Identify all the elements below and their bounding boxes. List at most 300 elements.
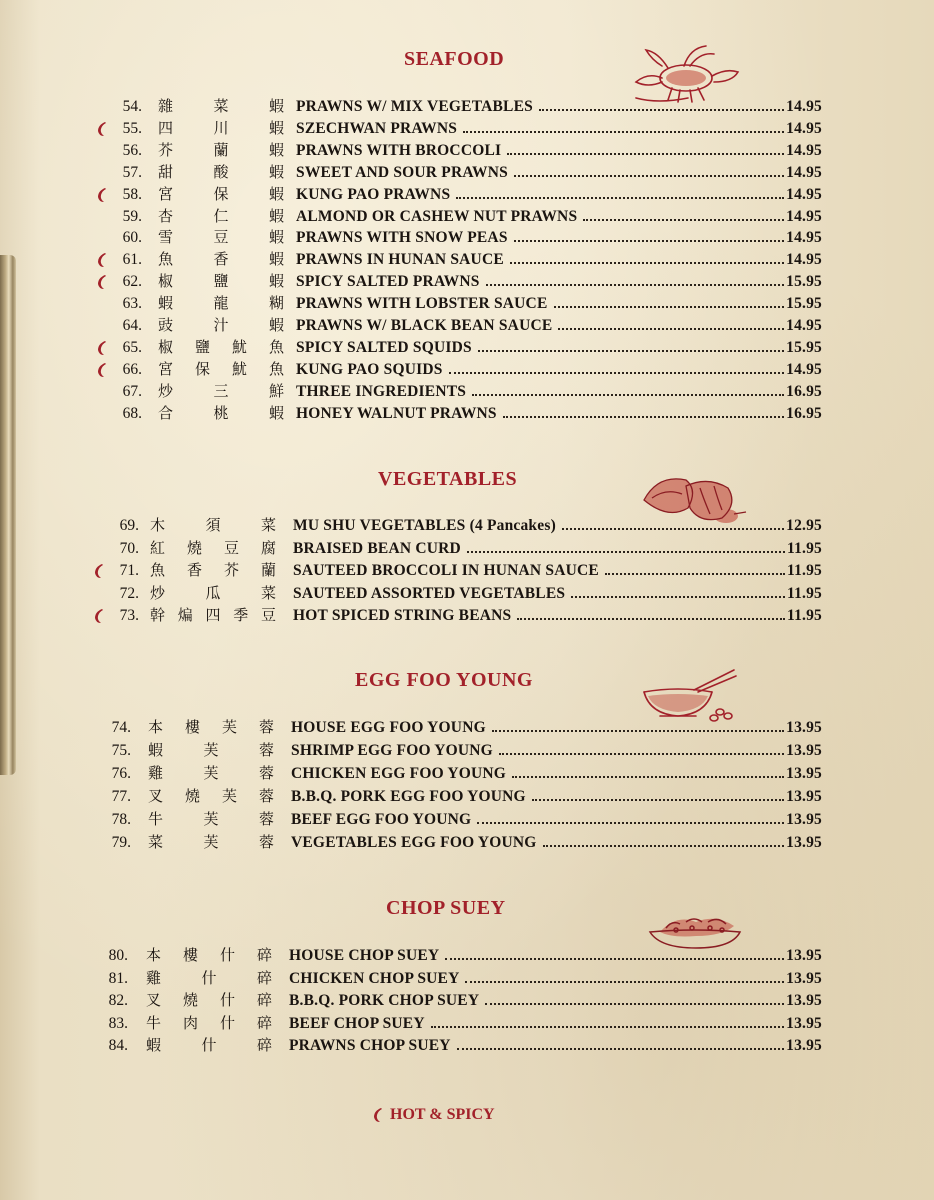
item-name: SPICY SALTED PRAWNS	[296, 273, 480, 291]
item-price: 14.95	[786, 98, 822, 115]
chinese-character: 宮	[158, 186, 174, 203]
chinese-character: 本	[146, 948, 162, 964]
item-price: 14.95	[786, 163, 822, 181]
chinese-character: 蝦	[148, 742, 164, 759]
item-chinese-name	[158, 184, 284, 206]
item-number: 82.	[108, 992, 128, 1010]
chinese-character: 魚	[158, 252, 174, 269]
item-chinese-name	[158, 381, 284, 403]
dot-leader	[467, 550, 785, 553]
item-chinese-name	[150, 605, 276, 627]
chinese-character: 樓	[182, 948, 198, 964]
item-line	[296, 315, 822, 337]
item-line	[296, 337, 822, 359]
item-line	[296, 140, 822, 162]
item-name: BEEF EGG FOO YOUNG	[291, 810, 472, 828]
chinese-character: 蓉	[258, 742, 274, 759]
chinese-character: 燒	[186, 540, 202, 557]
item-line	[296, 227, 822, 249]
chinese-character: 鹽	[194, 339, 210, 356]
item-number: 68.	[122, 404, 142, 422]
item-price: 14.95	[786, 185, 822, 203]
menu-item	[0, 515, 934, 537]
chinese-character: 魚	[268, 361, 284, 378]
menu-item	[0, 1035, 934, 1057]
item-line	[296, 118, 822, 140]
chinese-character: 幹	[150, 608, 166, 624]
item-name: SAUTEED BROCCOLI IN HUNAN SAUCE	[293, 562, 599, 579]
dot-leader	[457, 1047, 784, 1050]
chinese-character: 糊	[268, 296, 284, 313]
dot-leader	[465, 980, 784, 983]
menu-item	[0, 96, 934, 118]
chinese-character: 芙	[221, 788, 237, 805]
chinese-character: 香	[186, 563, 202, 579]
section-title: SEAFOOD	[404, 48, 505, 70]
item-chinese-name	[148, 763, 274, 785]
menu-item	[0, 945, 934, 967]
item-number: 58.	[122, 185, 142, 203]
dot-leader	[499, 752, 784, 755]
chinese-character: 蓉	[258, 765, 274, 782]
chinese-character: 碎	[256, 1015, 272, 1032]
item-price: 14.95	[786, 317, 822, 334]
chinese-character: 宮	[158, 361, 174, 378]
item-price: 16.95	[786, 382, 822, 400]
item-number: 61.	[122, 251, 142, 269]
chinese-character: 蝦	[268, 405, 284, 422]
item-chinese-name	[158, 140, 284, 162]
section-title: CHOP SUEY	[386, 897, 506, 919]
chinese-character: 瓜	[205, 585, 221, 602]
chinese-character: 合	[158, 405, 174, 422]
chinese-character: 蓉	[258, 788, 274, 805]
chinese-character: 魚	[268, 339, 284, 356]
menu-item	[0, 293, 934, 315]
chinese-character: 雞	[146, 970, 162, 987]
item-number: 78.	[111, 810, 131, 828]
item-price: 14.95	[786, 360, 822, 378]
chinese-character: 魚	[150, 563, 166, 579]
item-line	[296, 403, 822, 425]
chinese-character: 菜	[260, 518, 276, 534]
item-price: 14.95	[786, 119, 822, 137]
item-line	[296, 381, 822, 403]
item-name: PRAWNS WITH BROCCOLI	[296, 141, 502, 159]
item-name: HOUSE EGG FOO YOUNG	[291, 719, 486, 736]
item-line	[291, 717, 822, 739]
item-line	[296, 162, 822, 184]
menu-item	[0, 717, 934, 739]
menu-item	[0, 206, 934, 228]
chinese-character: 仁	[213, 208, 229, 225]
chinese-character: 本	[148, 720, 164, 736]
chinese-character: 菜	[213, 99, 229, 115]
item-name: PRAWNS WITH SNOW PEAS	[296, 229, 508, 247]
section-title: VEGETABLES	[378, 468, 518, 490]
dot-leader	[554, 305, 785, 308]
item-line	[293, 538, 822, 560]
legend-label: HOT & SPICY	[390, 1106, 495, 1123]
item-line	[289, 968, 822, 990]
chinese-character: 芙	[221, 720, 237, 736]
item-name: PRAWNS CHOP SUEY	[289, 1037, 451, 1055]
item-price: 13.95	[786, 992, 822, 1010]
dot-leader	[517, 617, 785, 620]
item-chinese-name	[150, 515, 276, 537]
dot-leader	[514, 239, 784, 242]
menu-item	[0, 763, 934, 785]
menu-item	[0, 809, 934, 831]
item-line	[291, 740, 822, 762]
item-price: 12.95	[786, 517, 822, 534]
chinese-character: 蘭	[213, 142, 229, 159]
menu-item	[0, 605, 934, 627]
chinese-character: 碎	[256, 948, 272, 964]
menu-item	[0, 162, 934, 184]
item-price: 14.95	[786, 229, 822, 247]
item-chinese-name	[158, 162, 284, 184]
item-number: 67.	[122, 382, 142, 400]
chinese-character: 木	[150, 518, 166, 534]
item-price: 11.95	[786, 539, 822, 557]
item-name: SZECHWAN PRAWNS	[296, 119, 458, 137]
item-name: BEEF CHOP SUEY	[289, 1014, 425, 1032]
chinese-character: 肉	[182, 1015, 198, 1032]
dot-leader	[486, 283, 785, 286]
item-price: 13.95	[786, 787, 822, 805]
dot-leader	[472, 393, 784, 396]
item-price: 15.95	[786, 295, 822, 313]
item-name: THREE INGREDIENTS	[296, 382, 467, 400]
dot-leader	[510, 261, 784, 264]
item-number: 56.	[122, 141, 142, 159]
item-chinese-name	[158, 403, 284, 425]
menu-item	[0, 740, 934, 762]
chinese-character: 菜	[148, 834, 164, 851]
chinese-character: 牛	[146, 1015, 162, 1032]
chinese-character: 魷	[231, 339, 247, 356]
chinese-character: 酸	[213, 164, 229, 181]
chinese-character: 蝦	[268, 186, 284, 203]
item-number: 83.	[108, 1014, 128, 1032]
chinese-character: 蝦	[268, 318, 284, 334]
chinese-character: 蝦	[268, 164, 284, 181]
item-chinese-name	[148, 809, 274, 831]
item-chinese-name	[146, 968, 272, 990]
chinese-character: 椒	[158, 274, 174, 291]
item-name: CHICKEN EGG FOO YOUNG	[291, 764, 507, 782]
item-number: 62.	[122, 273, 142, 291]
dot-leader	[507, 152, 784, 155]
chinese-character: 豆	[260, 608, 276, 624]
item-name: SPICY SALTED SQUIDS	[296, 338, 472, 356]
item-chinese-name	[148, 832, 274, 854]
chinese-character: 芙	[203, 765, 219, 782]
item-line	[289, 1035, 822, 1057]
menu-item	[0, 990, 934, 1012]
item-line	[291, 832, 822, 854]
chinese-character: 杏	[158, 208, 174, 225]
item-price: 13.95	[786, 741, 822, 759]
item-price: 14.95	[786, 207, 822, 225]
item-number: 74.	[111, 719, 131, 736]
chinese-character: 桃	[213, 405, 229, 422]
dot-leader	[503, 415, 784, 418]
platter-illustration	[646, 912, 744, 952]
chinese-character: 龍	[213, 296, 229, 313]
menu-item	[0, 359, 934, 381]
item-chinese-name	[158, 249, 284, 271]
chinese-character: 什	[201, 970, 217, 987]
item-name: KUNG PAO PRAWNS	[296, 185, 451, 203]
chinese-character: 叉	[148, 788, 164, 805]
item-name: KUNG PAO SQUIDS	[296, 360, 443, 378]
dot-leader	[514, 174, 784, 177]
chinese-character: 蝦	[268, 208, 284, 225]
menu-item	[0, 271, 934, 293]
chinese-character: 什	[219, 948, 235, 964]
dot-leader	[478, 349, 784, 352]
chinese-character: 什	[201, 1038, 217, 1055]
chinese-character: 蝦	[268, 120, 284, 137]
item-name: HOUSE CHOP SUEY	[289, 947, 440, 964]
dot-leader	[492, 729, 784, 732]
chinese-character: 須	[205, 518, 221, 534]
item-number: 79.	[111, 833, 131, 851]
item-line	[289, 1013, 822, 1035]
item-line	[296, 206, 822, 228]
item-chinese-name	[150, 538, 276, 560]
chinese-character: 蓉	[258, 720, 274, 736]
dot-leader	[571, 595, 785, 598]
menu-item	[0, 315, 934, 337]
item-name: CHICKEN CHOP SUEY	[289, 969, 460, 987]
menu-item	[0, 538, 934, 560]
item-price: 16.95	[786, 404, 822, 422]
dot-leader	[539, 108, 784, 111]
item-name: B.B.Q. PORK CHOP SUEY	[289, 992, 480, 1010]
item-number: 76.	[111, 764, 131, 782]
item-price: 15.95	[786, 338, 822, 356]
chinese-character: 鹽	[213, 274, 229, 291]
item-chinese-name	[146, 945, 272, 967]
item-price: 13.95	[786, 719, 822, 736]
vegetables-illustration	[638, 470, 750, 530]
chinese-character: 蝦	[268, 252, 284, 269]
item-name: BRAISED BEAN CURD	[293, 539, 461, 557]
item-chinese-name	[158, 359, 284, 381]
chinese-character: 燒	[184, 788, 200, 805]
item-chinese-name	[150, 560, 276, 582]
item-name: SAUTEED ASSORTED VEGETABLES	[293, 584, 566, 602]
item-price: 13.95	[786, 810, 822, 828]
item-name: VEGETABLES EGG FOO YOUNG	[291, 833, 537, 851]
chinese-character: 什	[219, 993, 235, 1010]
item-line	[293, 605, 822, 627]
item-price: 11.95	[786, 607, 822, 624]
chinese-character: 碎	[256, 993, 272, 1010]
dot-leader	[543, 844, 785, 847]
item-price: 13.95	[786, 1014, 822, 1032]
chinese-character: 雞	[148, 765, 164, 782]
item-line	[296, 271, 822, 293]
item-name: ALMOND OR CASHEW NUT PRAWNS	[296, 207, 578, 225]
item-price: 14.95	[786, 141, 822, 159]
menu-item	[0, 583, 934, 605]
dot-leader	[431, 1025, 784, 1028]
menu-item	[0, 249, 934, 271]
chinese-character: 雜	[158, 99, 174, 115]
item-number: 59.	[122, 207, 142, 225]
item-number: 54.	[122, 98, 142, 115]
chinese-character: 豆	[223, 540, 239, 557]
chinese-character: 腐	[260, 540, 276, 557]
chinese-character: 菜	[260, 585, 276, 602]
item-line	[296, 249, 822, 271]
menu-item	[0, 1013, 934, 1035]
dot-leader	[532, 798, 784, 801]
item-number: 69.	[119, 517, 139, 534]
item-number: 65.	[122, 338, 142, 356]
menu-item	[0, 118, 934, 140]
menu-item	[0, 337, 934, 359]
item-chinese-name	[146, 1035, 272, 1057]
chinese-character: 芙	[203, 742, 219, 759]
item-chinese-name	[158, 271, 284, 293]
chinese-character: 蝦	[268, 99, 284, 115]
chinese-character: 豉	[158, 318, 174, 334]
item-price: 11.95	[786, 584, 822, 602]
item-chinese-name	[148, 740, 274, 762]
chinese-character: 魷	[231, 361, 247, 378]
item-number: 81.	[108, 969, 128, 987]
lobster-illustration	[628, 42, 744, 108]
chinese-character: 保	[213, 186, 229, 203]
chinese-character: 蓉	[258, 811, 274, 828]
item-chinese-name	[158, 96, 284, 118]
chinese-character: 紅	[150, 540, 166, 557]
item-number: 55.	[122, 119, 142, 137]
menu-item	[0, 381, 934, 403]
item-price: 13.95	[786, 1037, 822, 1055]
chinese-character: 炒	[158, 383, 174, 400]
chinese-character: 甜	[158, 164, 174, 181]
menu-item	[0, 832, 934, 854]
hot-spicy-legend	[372, 1106, 495, 1124]
item-line	[291, 786, 822, 808]
menu-item	[0, 560, 934, 582]
menu-item	[0, 184, 934, 206]
chinese-character: 汁	[213, 318, 229, 334]
item-name: HONEY WALNUT PRAWNS	[296, 404, 497, 422]
dot-leader	[605, 572, 785, 575]
chinese-character: 芙	[203, 811, 219, 828]
item-chinese-name	[158, 315, 284, 337]
item-number: 57.	[122, 163, 142, 181]
item-line	[293, 560, 822, 582]
item-price: 15.95	[786, 273, 822, 291]
item-number: 84.	[108, 1037, 128, 1055]
chinese-character: 什	[219, 1015, 235, 1032]
chinese-character: 豆	[213, 230, 229, 247]
item-chinese-name	[148, 786, 274, 808]
item-line	[291, 809, 822, 831]
item-line	[296, 359, 822, 381]
chinese-character: 保	[194, 361, 210, 378]
dot-leader	[583, 218, 784, 221]
item-number: 66.	[122, 360, 142, 378]
item-name: HOT SPICED STRING BEANS	[293, 607, 512, 624]
dot-leader	[485, 1002, 784, 1005]
item-chinese-name	[158, 293, 284, 315]
item-name: B.B.Q. PORK EGG FOO YOUNG	[291, 787, 526, 805]
item-name: SHRIMP EGG FOO YOUNG	[291, 741, 493, 759]
item-chinese-name	[158, 337, 284, 359]
item-number: 60.	[122, 229, 142, 247]
menu-item	[0, 786, 934, 808]
item-number: 64.	[122, 317, 142, 334]
item-name: MU SHU VEGETABLES (4 Pancakes)	[293, 517, 556, 534]
item-chinese-name	[158, 227, 284, 249]
item-line	[289, 990, 822, 1012]
item-line	[296, 184, 822, 206]
section-title: EGG FOO YOUNG	[355, 669, 533, 691]
chili-pepper-icon	[372, 1107, 384, 1123]
menu-item	[0, 140, 934, 162]
chinese-character: 季	[233, 608, 249, 624]
item-price: 11.95	[786, 562, 822, 579]
item-name: PRAWNS IN HUNAN SAUCE	[296, 251, 504, 269]
item-number: 63.	[122, 295, 142, 313]
item-chinese-name	[146, 1013, 272, 1035]
item-chinese-name	[158, 206, 284, 228]
item-price: 13.95	[786, 833, 822, 851]
chinese-character: 椒	[158, 339, 174, 356]
chinese-character: 四	[158, 120, 174, 137]
dot-leader	[477, 821, 784, 824]
item-price: 13.95	[786, 764, 822, 782]
chinese-character: 蝦	[146, 1038, 162, 1055]
chinese-character: 碎	[256, 1038, 272, 1055]
dot-leader	[456, 196, 784, 199]
item-chinese-name	[148, 717, 274, 739]
menu-item	[0, 403, 934, 425]
chinese-character: 香	[213, 252, 229, 269]
item-chinese-name	[158, 118, 284, 140]
item-line	[293, 583, 822, 605]
menu-item	[0, 968, 934, 990]
item-price: 13.95	[786, 969, 822, 987]
dot-leader	[449, 371, 785, 374]
chinese-character: 蝦	[268, 142, 284, 159]
chinese-character: 川	[213, 120, 229, 137]
item-name: SWEET AND SOUR PRAWNS	[296, 163, 508, 181]
item-name: PRAWNS W/ MIX VEGETABLES	[296, 98, 533, 115]
item-chinese-name	[150, 583, 276, 605]
item-number: 77.	[111, 787, 131, 805]
item-number: 72.	[119, 584, 139, 602]
item-price: 14.95	[786, 251, 822, 269]
item-price: 13.95	[786, 947, 822, 964]
chinese-character: 蘭	[260, 563, 276, 579]
chinese-character: 芥	[223, 563, 239, 579]
bowl-chopsticks-illustration	[640, 666, 740, 724]
dot-leader	[512, 775, 784, 778]
item-number: 73.	[119, 607, 139, 624]
chinese-character: 牛	[148, 811, 164, 828]
item-number: 75.	[111, 741, 131, 759]
